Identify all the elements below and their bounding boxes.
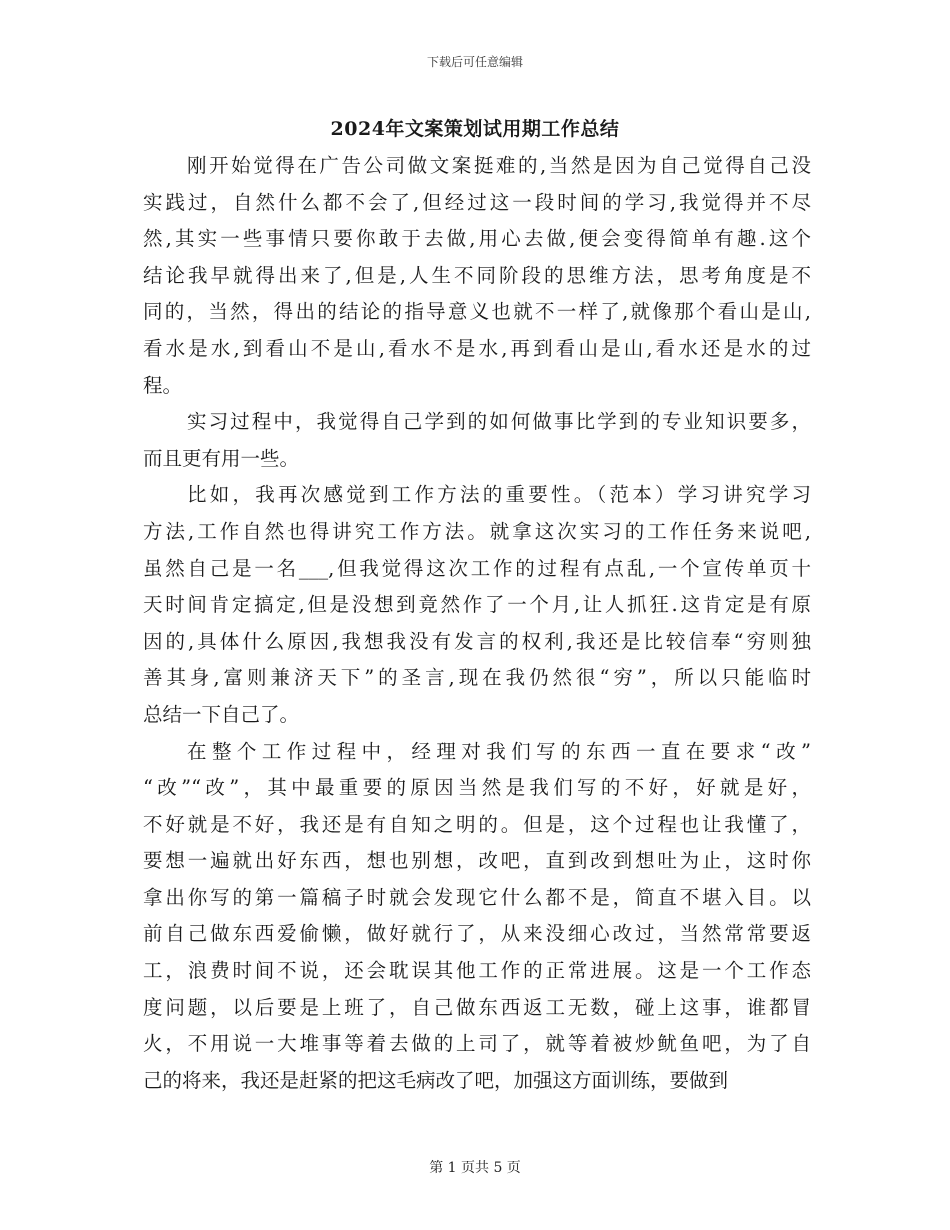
text-line: 总结一下自己了。 (143, 702, 300, 726)
text-line: 看水是水,到看山不是山,看水不是水,再到看山是山,看水还是水的过 (143, 336, 811, 360)
page-footer: 第 1 页共 5 页 (429, 1160, 521, 1176)
text-line: 刚开始觉得在广告公司做文案挺难的,当然是因为自己觉得自己没 (187, 154, 811, 177)
document-title: 2024年文案策划试用期工作总结 (330, 118, 620, 140)
paragraph (143, 734, 811, 1100)
page-header: 下载后可任意编辑 (426, 55, 523, 69)
text-line: 不好就是不好，我还是有自知之明的。但是，这个过程也让我懂了， (143, 812, 811, 836)
text-line: 因的,具体什么原因,我想我没有发言的权利,我还是比较信奉“穷则独 (143, 629, 811, 653)
text-line: 度问题，以后要是上班了，自己做东西返工无数，碰上这事，谁都冒 (143, 995, 811, 1019)
text-line: 然,其实一些事情只要你敢于去做,用心去做,便会变得简单有趣.这个 (143, 227, 811, 251)
text-line: 而且更有用一些。 (143, 446, 300, 470)
paragraph (143, 148, 811, 404)
text-line: 在整个工作过程中，经理对我们写的东西一直在要求“改” (187, 739, 811, 763)
text-line: 火，不用说一大堆事等着去做的上司了，就等着被炒鱿鱼吧，为了自 (143, 1032, 811, 1056)
text-line: 天时间肯定搞定,但是没想到竟然作了一个月,让人抓狂.这肯定是有原 (143, 593, 811, 617)
text-line: 结论我早就得出来了,但是,人生不同阶段的思维方法，思考角度是不 (143, 263, 811, 287)
text-line: 比如，我再次感觉到工作方法的重要性。（范本）学习讲究学习 (187, 483, 811, 507)
text-line: 要想一遍就出好东西，想也别想，改吧，直到改到想吐为止，这时你 (143, 849, 811, 873)
text-line: 拿出你写的第一篇稿子时就会发现它什么都不是，简直不堪入目。以 (143, 885, 811, 909)
text-line: 工，浪费时间不说，还会耽误其他工作的正常进展。这是一个工作态 (143, 959, 811, 983)
paragraph (143, 477, 811, 733)
text-line: 善其身,富则兼济天下”的圣言,现在我仍然很“穷”，所以只能临时 (143, 666, 811, 690)
paragraph (143, 404, 811, 477)
text-line: 虽然自己是一名___,但我觉得这次工作的过程有点乱,一个宣传单页十 (143, 556, 811, 580)
text-line: 方法,工作自然也得讲究工作方法。就拿这次实习的工作任务来说吧, (143, 519, 811, 543)
text-line: “改”“改”，其中最重要的原因当然是我们写的不好，好就是好， (143, 776, 811, 800)
document-body (143, 148, 811, 1099)
text-line: 实践过，自然什么都不会了,但经过这一段时间的学习,我觉得并不尽 (143, 190, 811, 214)
text-line: 己的将来，我还是赶紧的把这毛病改了吧，加强这方面训练，要做到 (143, 1068, 729, 1092)
text-line: 程。 (143, 373, 183, 397)
text-line: 同的，当然，得出的结论的指导意义也就不一样了,就像那个看山是山, (143, 300, 811, 324)
text-line: 前自己做东西爱偷懒，做好就行了，从来没细心改过，当然常常要返 (143, 922, 811, 946)
text-line: 实习过程中，我觉得自己学到的如何做事比学到的专业知识要多， (187, 410, 811, 434)
